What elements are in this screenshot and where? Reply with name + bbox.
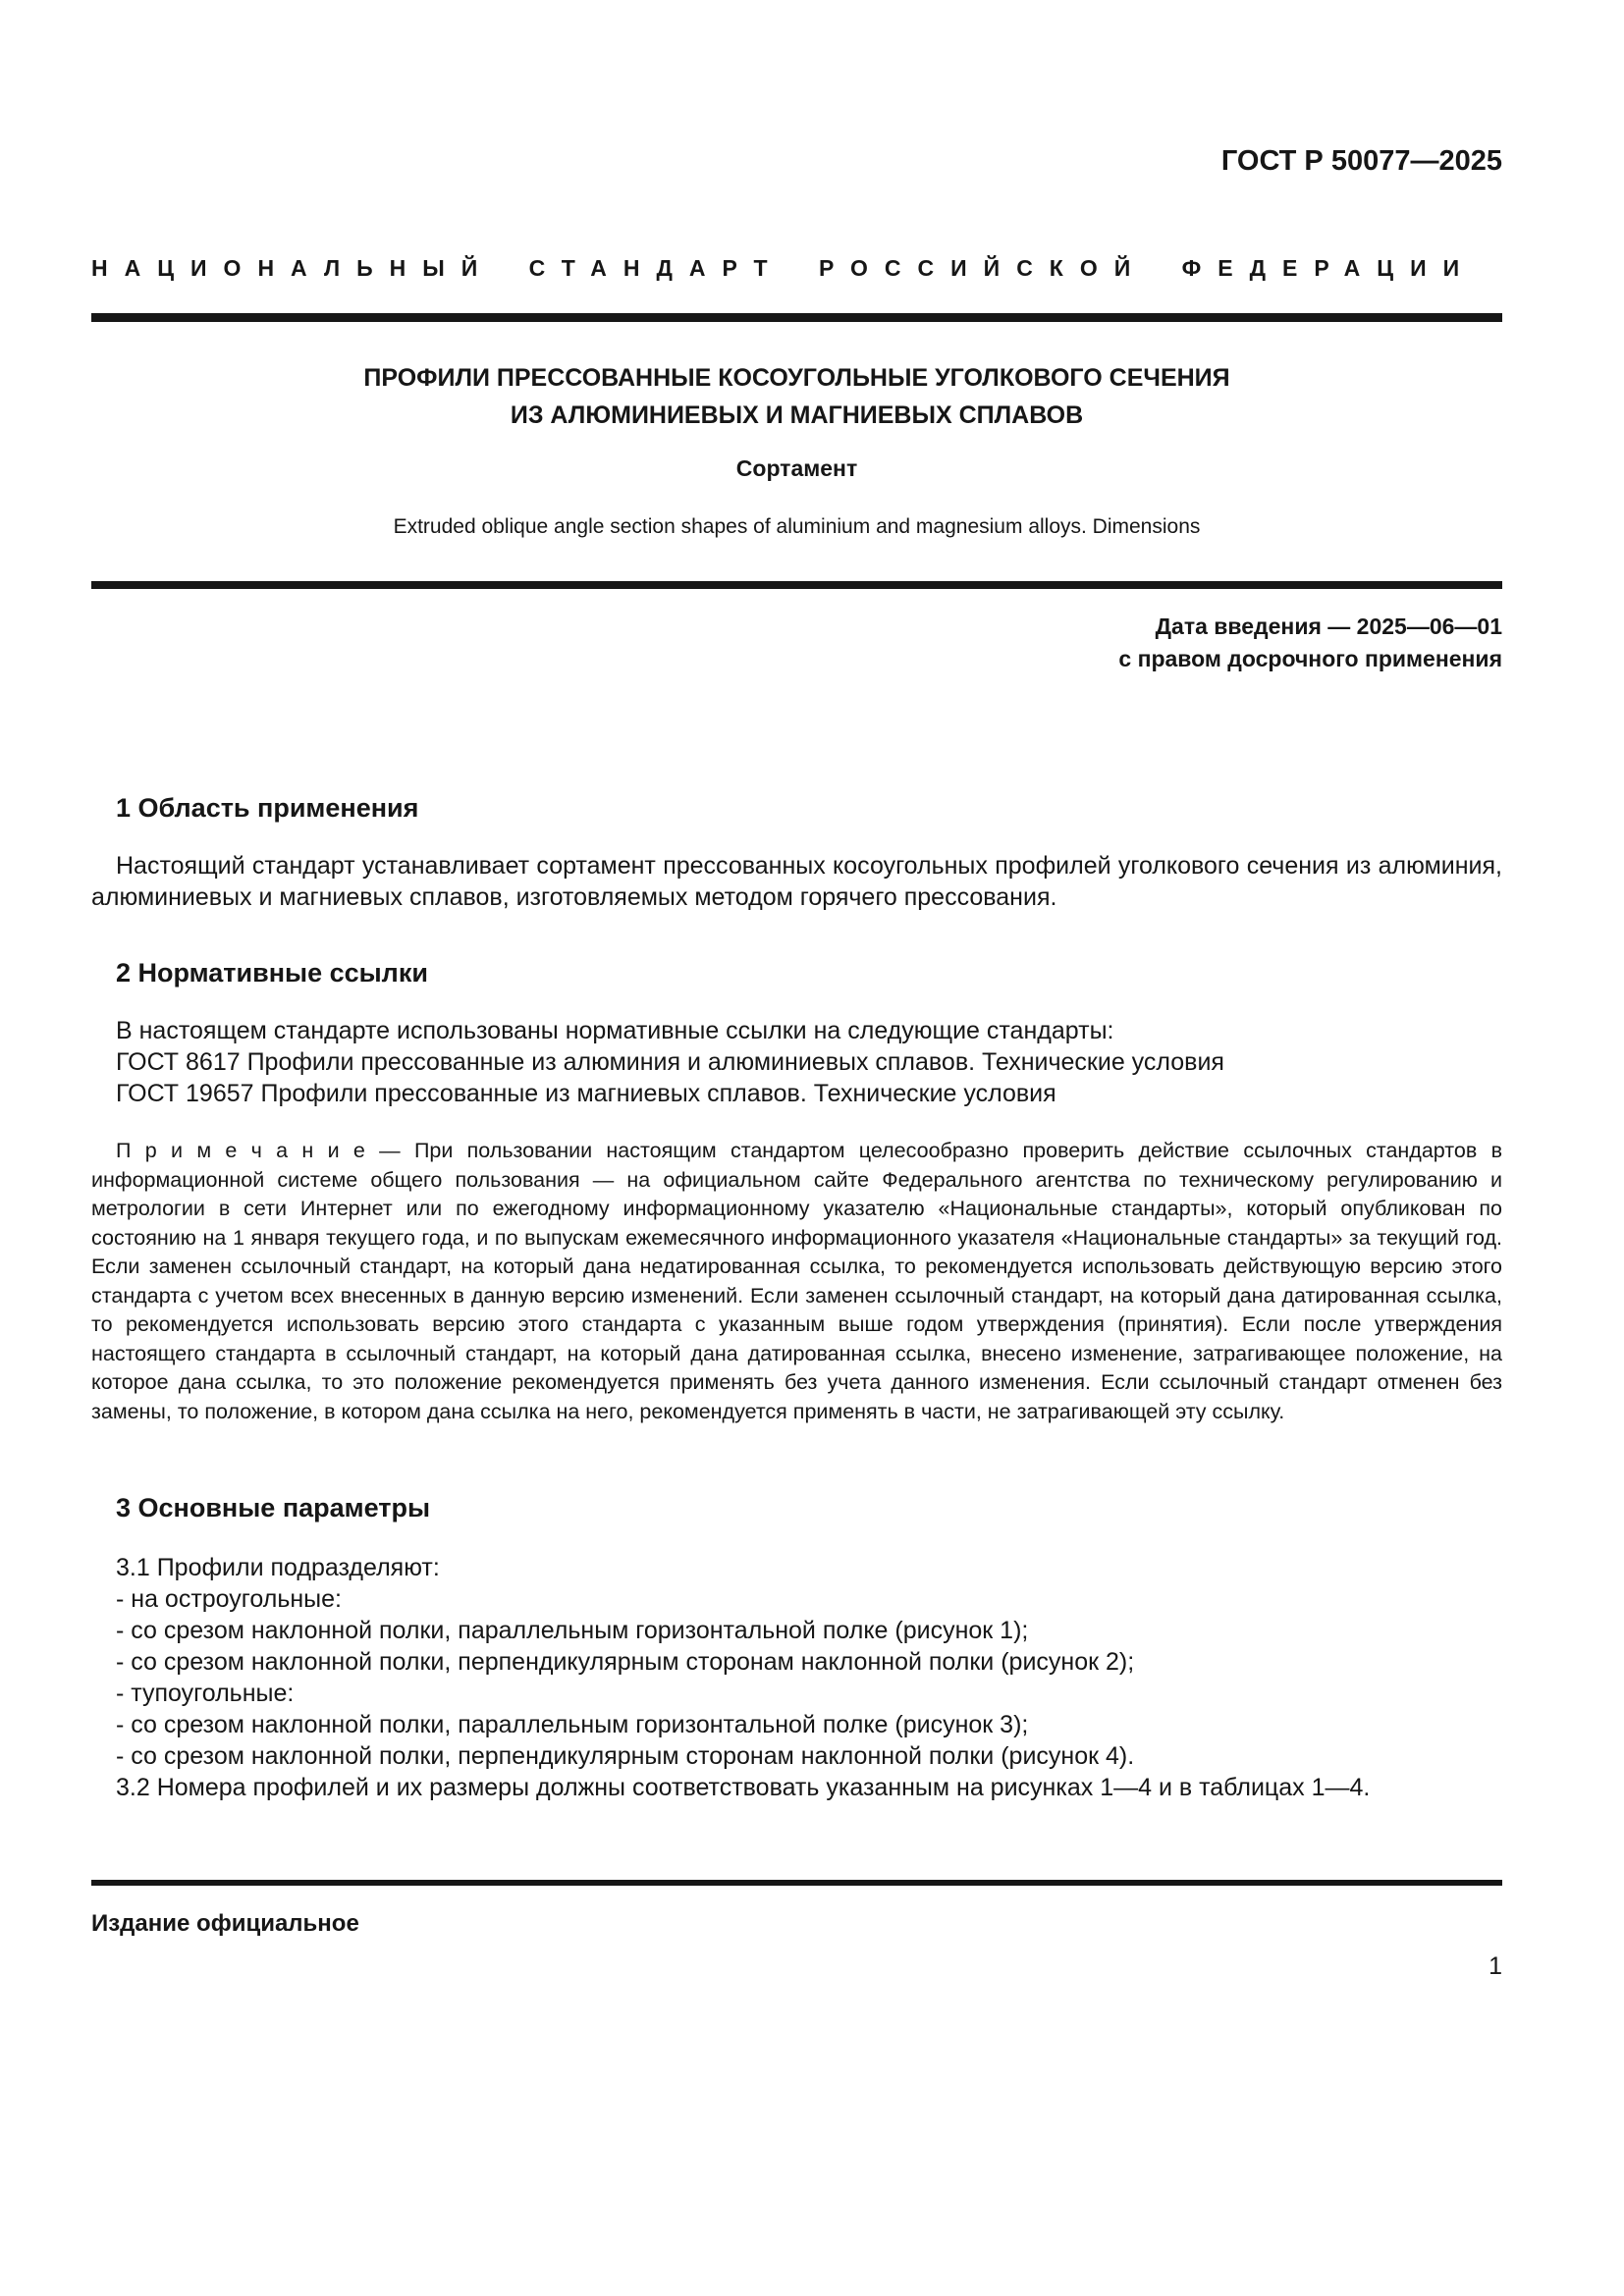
reference-gost-19657: ГОСТ 19657 Профили прессованные из магниевых сплавов. Технические условия (116, 1080, 1056, 1107)
section2-heading: 2 Нормативные ссылки (116, 958, 428, 988)
note-text: — При пользовании настоящим стандартом целесообразно проверить действие ссылочных стандартов в информационной системе общего пользования — на официальном сайте Федерального агентства по техническому регулированию и метрологии в сети Интернет или по ежегодному информационному указателю «Национальные стандарты», который опубликован по состоянию на 1 января текущего года, и по выпускам ежемесячного информационного указателя «Национальные стандарты» за текущий год. Если заменен ссылочный стандарт, на который дана недатированная ссылка, то рекомендуется использовать действующую версию этого стандарта с учетом всех внесенных в данную версию изменений. Если заменен ссылочный стандарт, на который дана датированная ссылка, то рекомендуется использовать версию этого стандарта с указанным выше годом утверждения (принятия). Если после утверждения настоящего стандарта в ссылочный стандарт, на который дана датированная ссылка, внесено изменение, затрагивающее положение, на которое дана ссылка, то это положение рекомендуется применять без учета данного изменения. Если ссылочный стандарт отменен без замены, то положение, в котором дана ссылка на него, рекомендуется применять в части, не затрагивающей эту ссылку. (91, 1139, 1502, 1423)
official-edition-label: Издание официальное (91, 1910, 359, 1937)
list-item: - со срезом наклонной полки, перпендикулярным сторонам наклонной полки (рисунок 2); (116, 1648, 1135, 1676)
document-title-line2: ИЗ АЛЮМИНИЕВЫХ И МАГНИЕВЫХ СПЛАВОВ (510, 401, 1084, 429)
list-item: - тупоугольные: (116, 1680, 295, 1707)
early-application-note: с правом досрочного применения (1118, 646, 1502, 671)
section2-intro: В настоящем стандарте использованы нормативные ссылки на следующие стандарты: (116, 1017, 1114, 1044)
document-title-english: Extruded oblique angle section shapes of aluminium and magnesium alloys. Dimensions (393, 515, 1201, 538)
note-label: П р и м е ч а н и е (116, 1139, 365, 1162)
reference-gost-8617: ГОСТ 8617 Профили прессованные из алюминия и алюминиевых сплавов. Технические условия (116, 1048, 1224, 1076)
list-item: - на остроугольные: (116, 1585, 342, 1613)
doc-number: ГОСТ Р 50077—2025 (1220, 145, 1502, 177)
national-standard-banner: НАЦИОНАЛЬНЫЙ СТАНДАРТ РОССИЙСКОЙ ФЕДЕРАЦИИ (91, 255, 1477, 281)
section3-heading: 3 Основные параметры (116, 1493, 431, 1522)
list-item: - со срезом наклонной полки, параллельным горизонтальной полке (рисунок 1); (116, 1617, 1029, 1644)
page-number: 1 (1489, 1952, 1502, 1980)
section1-heading: 1 Область применения (116, 793, 419, 823)
title-rule (91, 581, 1502, 589)
document-subtitle: Сортамент (735, 455, 858, 481)
footer-rule (91, 1880, 1502, 1886)
clause-3-1: 3.1 Профили подразделяют: (116, 1554, 440, 1581)
list-item: - со срезом наклонной полки, параллельным горизонтальной полке (рисунок 3); (116, 1711, 1029, 1738)
introduction-date-block (91, 611, 1502, 675)
list-item: - со срезом наклонной полки, перпендикулярным сторонам наклонной полки (рисунок 4). (116, 1742, 1135, 1770)
document-title-line1: ПРОФИЛИ ПРЕССОВАННЫЕ КОСОУГОЛЬНЫЕ УГОЛКОВОГО СЕЧЕНИЯ (363, 364, 1230, 392)
introduction-date: Дата введения — 2025—06—01 (1155, 614, 1502, 639)
document-title (91, 359, 1502, 434)
section1-paragraph: Настоящий стандарт устанавливает сортамент прессованных косоугольных профилей уголкового сечения из алюминия, алюминиевых и магниевых сплавов, изготовляемых методом горячего прессования. (91, 852, 1502, 911)
note-paragraph (91, 1137, 1502, 1426)
header-rule (91, 313, 1502, 322)
clause-3-2: 3.2 Номера профилей и их размеры должны соответствовать указанным на рисунках 1—4 и в таблицах 1—4. (116, 1774, 1371, 1801)
